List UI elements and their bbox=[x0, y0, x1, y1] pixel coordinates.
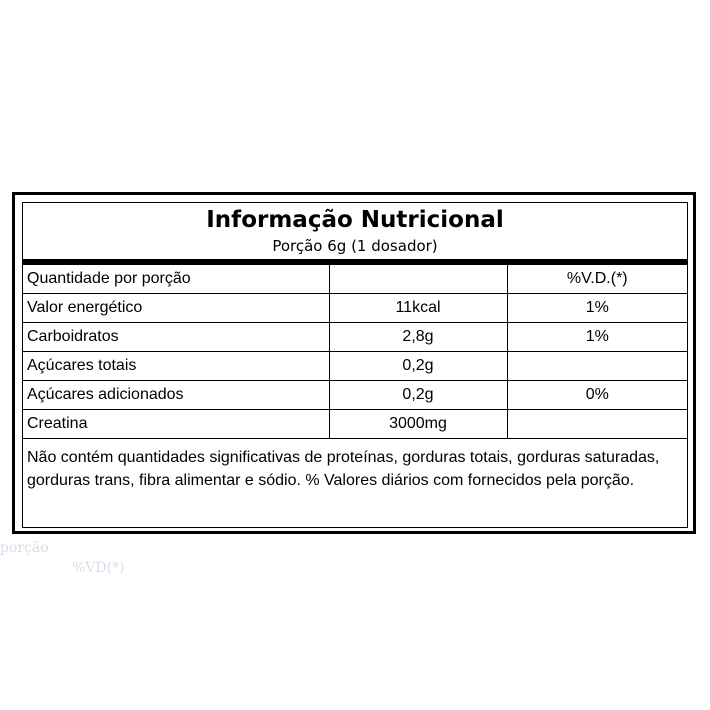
nutrient-daily-value: 1% bbox=[507, 294, 687, 323]
nutrient-amount bbox=[329, 265, 507, 294]
ghost-text-porcao: porção bbox=[0, 540, 49, 556]
nutrient-amount: 3000mg bbox=[329, 410, 507, 439]
label-title: Informação Nutricional bbox=[206, 207, 504, 233]
nutrient-amount: 0,2g bbox=[329, 381, 507, 410]
nutrient-daily-value bbox=[507, 410, 687, 439]
nutrient-name: Quantidade por porção bbox=[23, 265, 329, 294]
table-row bbox=[23, 265, 687, 294]
nutrient-daily-value: %V.D.(*) bbox=[507, 265, 687, 294]
table-row bbox=[23, 410, 687, 439]
nutrient-name: Carboidratos bbox=[23, 323, 329, 352]
ghost-text-vd: %VD(*) bbox=[72, 560, 125, 576]
nutrient-amount: 2,8g bbox=[329, 323, 507, 352]
nutrient-daily-value bbox=[507, 352, 687, 381]
nutrient-name: Açúcares totais bbox=[23, 352, 329, 381]
nutrient-name: Valor energético bbox=[23, 294, 329, 323]
nutrient-name: Creatina bbox=[23, 410, 329, 439]
nutrition-table bbox=[23, 265, 687, 439]
table-row bbox=[23, 294, 687, 323]
nutrient-amount: 11kcal bbox=[329, 294, 507, 323]
nutrient-daily-value: 0% bbox=[507, 381, 687, 410]
footnote: Não contém quantidades significativas de proteínas, gorduras totais, gorduras saturadas, gorduras trans, fibra alimentar e sódio. % Valores diários com fornecidos pela porção. bbox=[27, 449, 660, 489]
table-row bbox=[23, 352, 687, 381]
nutrient-daily-value: 1% bbox=[507, 323, 687, 352]
table-row bbox=[23, 381, 687, 410]
nutrient-amount: 0,2g bbox=[329, 352, 507, 381]
serving-size: Porção 6g (1 dosador) bbox=[272, 237, 438, 255]
table-row bbox=[23, 323, 687, 352]
nutrient-name: Açúcares adicionados bbox=[23, 381, 329, 410]
